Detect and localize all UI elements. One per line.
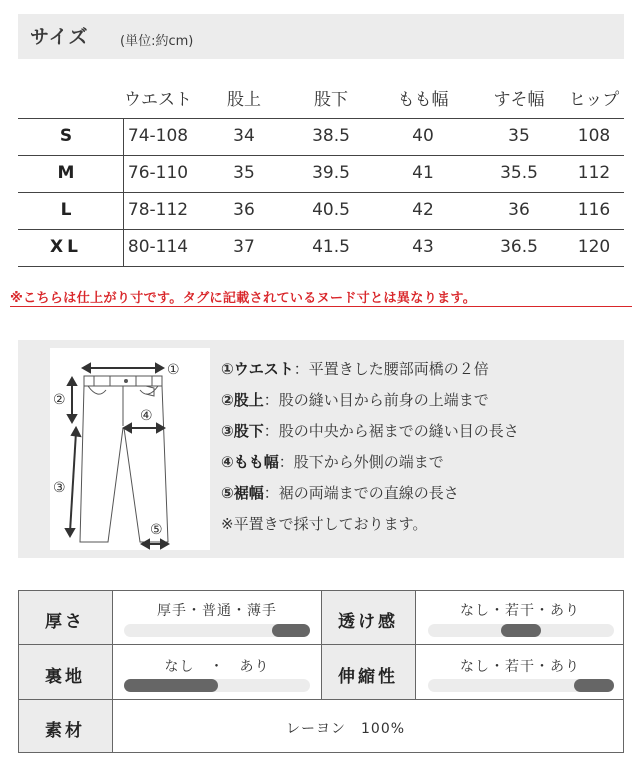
table-cell: 78-112 [127, 200, 189, 220]
legend-desc: ：裾の両端までの直線の長さ [263, 484, 459, 502]
table-cell: 40 [412, 126, 434, 146]
table-rule [18, 699, 624, 700]
thickness-indicator [272, 624, 310, 637]
table-cell: 41 [412, 163, 434, 183]
col-hip: ヒップ [568, 90, 620, 110]
stretch-scale [428, 679, 614, 692]
size-unit: (単位:約cm) [120, 34, 194, 49]
thickness-label: 厚さ [45, 612, 85, 632]
col-thigh: もも幅 [397, 90, 449, 110]
table-cell: 35 [508, 126, 530, 146]
stretch-label: 伸縮性 [338, 667, 398, 687]
legend-num: ① [221, 360, 234, 378]
table-cell: 74-108 [127, 126, 189, 146]
marker-2: ② [53, 392, 66, 408]
size-s: S [59, 126, 73, 146]
table-cell: 39.5 [312, 163, 350, 183]
legend-num: ⑤ [221, 484, 234, 502]
table-cell: 112 [577, 163, 611, 183]
lining-label: 裏地 [45, 667, 85, 687]
pants-icon [50, 348, 210, 550]
sheerness-label: 透け感 [338, 612, 398, 632]
sheerness-scale [428, 624, 614, 637]
table-cell: 40.5 [312, 200, 350, 220]
table-cell: 108 [577, 126, 611, 146]
legend-desc: ：股下から外側の端まで [278, 453, 444, 471]
size-header [18, 14, 624, 59]
table-cell: 34 [233, 126, 255, 146]
table-cell: 80-114 [127, 237, 189, 257]
legend-num: ② [221, 391, 234, 409]
thickness-options: 厚手・普通・薄手 [157, 603, 277, 619]
table-cell: 36 [508, 200, 530, 220]
legend-term: 股上 [233, 391, 264, 409]
table-cell: 120 [577, 237, 611, 257]
legend-rise [221, 389, 519, 420]
stretch-options: なし・若干・あり [460, 659, 580, 675]
table-cell: 41.5 [312, 237, 350, 257]
table-cell: 37 [233, 237, 255, 257]
thickness-scale [124, 624, 310, 637]
sheerness-options: なし・若干・あり [460, 603, 580, 619]
note-underline [10, 306, 632, 307]
table-rule [18, 229, 624, 230]
table-rule [18, 266, 624, 267]
legend-term: ウエスト [233, 360, 294, 378]
legend-footnote: ※平置きで採寸しております。 [221, 515, 428, 533]
marker-5: ⑤ [150, 522, 163, 538]
legend-waist [221, 358, 519, 389]
legend-thigh [221, 451, 519, 482]
sheerness-indicator [501, 624, 541, 637]
finished-size-note: ※こちらは仕上がり寸です。タグに記載されているヌード寸とは異なります。 [10, 291, 477, 306]
table-rule [623, 590, 624, 753]
col-hem: すそ幅 [493, 90, 545, 110]
table-rule [415, 590, 416, 699]
table-cell: 36 [233, 200, 255, 220]
legend-inseam [221, 420, 519, 451]
table-cell: 35 [233, 163, 255, 183]
fabric-table [18, 590, 624, 753]
measurement-legend [221, 358, 519, 544]
legend-num: ④ [221, 453, 234, 471]
legend-term: もも幅 [233, 453, 279, 471]
table-rule [18, 752, 624, 753]
marker-4: ④ [140, 408, 153, 424]
table-cell: 36.5 [500, 237, 538, 257]
size-m: M [57, 163, 75, 183]
measurement-panel [18, 340, 624, 558]
legend-term: 裾幅 [233, 484, 264, 502]
col-rise: 股上 [227, 90, 261, 110]
material-value: レーヨン 100% [286, 721, 406, 737]
legend-num: ③ [221, 422, 234, 440]
stretch-indicator [574, 679, 614, 692]
table-cell: 43 [412, 237, 434, 257]
table-cell: 42 [412, 200, 434, 220]
table-rule [18, 192, 624, 193]
table-cell: 35.5 [500, 163, 538, 183]
size-l: L [60, 200, 72, 220]
legend-term: 股下 [233, 422, 264, 440]
legend-desc: ：股の中央から裾までの縫い目の長さ [263, 422, 519, 440]
lining-scale [124, 679, 310, 692]
table-rule [18, 155, 624, 156]
marker-1: ① [167, 362, 180, 378]
size-xl: XL [50, 237, 82, 257]
legend-desc: ：股の縫い目から前身の上端まで [263, 391, 489, 409]
marker-3: ③ [53, 480, 66, 496]
table-cell: 116 [577, 200, 611, 220]
legend-hem [221, 482, 519, 513]
col-waist: ウエスト [124, 90, 192, 110]
lining-indicator [124, 679, 218, 692]
col-inseam: 股下 [314, 90, 348, 110]
pants-diagram [50, 348, 210, 550]
size-title: サイズ [30, 26, 89, 48]
table-cell: 76-110 [127, 163, 189, 183]
table-rule [18, 118, 624, 119]
material-label: 素材 [45, 721, 85, 741]
lining-options: なし ・ あり [164, 659, 270, 675]
size-table-header [18, 80, 624, 110]
legend-desc: ：平置きした腰部両橋の２倍 [293, 360, 489, 378]
table-cell: 38.5 [312, 126, 350, 146]
table-rule [112, 590, 113, 753]
